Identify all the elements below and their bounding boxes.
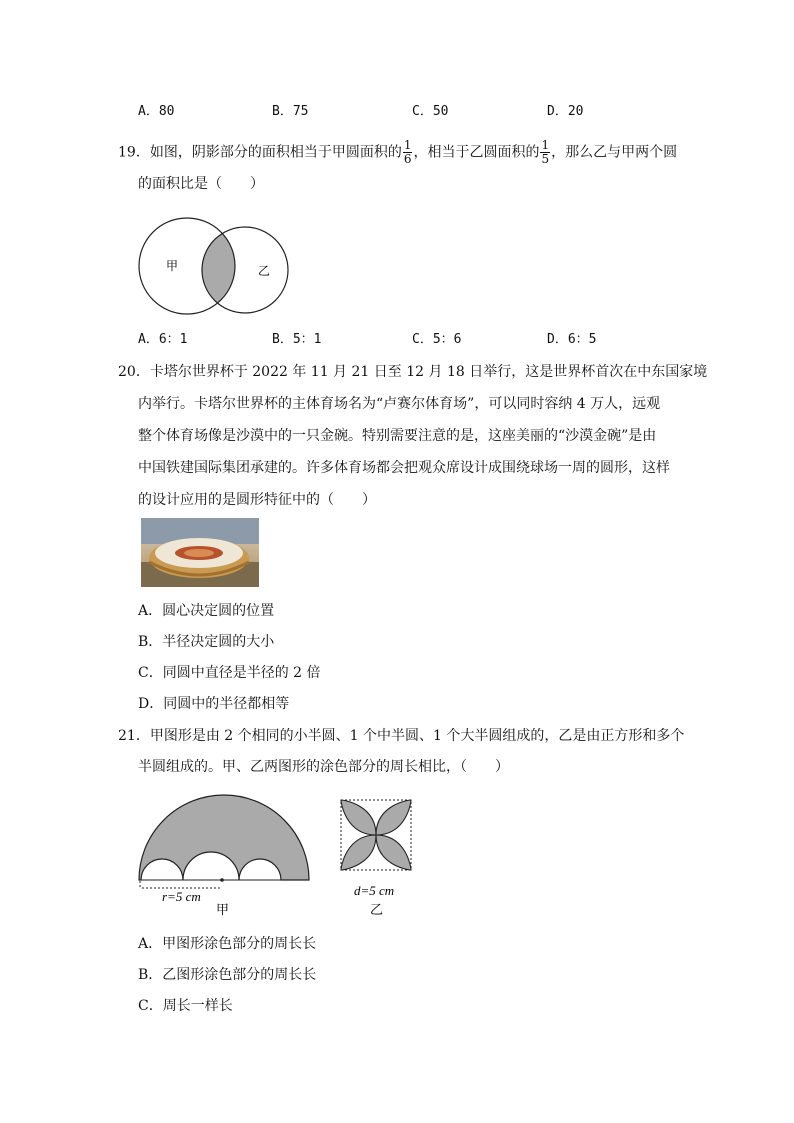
q19-frac1-den: 6 bbox=[403, 152, 412, 166]
q19-suffix: ，那么乙与甲两个圆 bbox=[551, 144, 678, 161]
q19-option-b: B．5：1 bbox=[272, 332, 322, 347]
circle-jia-label: 甲 bbox=[166, 259, 179, 273]
q20-option-b: B．半径决定圆的大小 bbox=[138, 634, 275, 650]
q19-option-d: D．6：5 bbox=[547, 332, 597, 347]
stadium-photo bbox=[141, 518, 259, 587]
q20-text-line5: 的设计应用的是圆形特征中的（ ） bbox=[138, 492, 376, 508]
q19-fraction-1 bbox=[403, 139, 413, 166]
q20-option-a: A．圆心决定圆的位置 bbox=[138, 603, 275, 619]
venn-diagram-figure bbox=[130, 218, 300, 322]
center-dot bbox=[220, 878, 224, 882]
q19-prefix: 19．如图，阴影部分的面积相当于甲圆面积的 bbox=[118, 144, 402, 161]
q19-question-line1 bbox=[118, 139, 677, 166]
q20-text-line2: 内举行。卡塔尔世界杯的主体育场名为“卢赛尔体育场”，可以同时容纳 4 万人，远观 bbox=[138, 396, 661, 412]
q18-option-d: D．20 bbox=[547, 104, 584, 119]
figure-jia-dimension: r=5 cm bbox=[162, 889, 201, 904]
q18-option-a: A．80 bbox=[138, 104, 175, 119]
q19-question-line2: 的面积比是（ ） bbox=[138, 176, 264, 192]
q21-text-line1: 21．甲图形是由 2 个相同的小半圆、1 个中半圆、1 个大半圆组成的，乙是由正方形和多个 bbox=[118, 728, 685, 744]
figure-yi-caption: 乙 bbox=[370, 903, 384, 918]
q20-option-d: D．同圆中的半径都相等 bbox=[138, 696, 290, 712]
q18-option-b: B．75 bbox=[272, 104, 309, 119]
q19-frac1-num: 1 bbox=[403, 138, 412, 152]
q20-text-line1: 20．卡塔尔世界杯于 2022 年 11 月 21 日至 12 月 18 日举行，这是世界杯首次在中东国家境 bbox=[118, 364, 708, 380]
figure-jia-caption: 甲 bbox=[216, 903, 230, 918]
circle-yi-label: 乙 bbox=[258, 264, 271, 278]
q19-option-a: A．6：1 bbox=[138, 332, 188, 347]
petal-top-right bbox=[376, 800, 411, 835]
q19-fraction-2 bbox=[540, 139, 550, 166]
figure-jia bbox=[134, 790, 314, 920]
q19-middle: ，相当于乙圆面积的 bbox=[413, 144, 540, 161]
figure-yi bbox=[336, 795, 420, 920]
q20-option-c: C．同圆中直径是半径的 2 倍 bbox=[138, 665, 321, 681]
shaded-semicircle-region bbox=[139, 795, 309, 880]
radius-marker bbox=[140, 881, 222, 888]
q20-text-line4: 中国铁建国际集团承建的。许多体育场都会把观众席设计成围绕球场一周的圆形，这样 bbox=[138, 460, 670, 476]
petal-top-left bbox=[341, 800, 376, 835]
q19-frac2-num: 1 bbox=[541, 138, 550, 152]
q19-option-c: C．5：6 bbox=[412, 332, 462, 347]
q21-option-a: A．甲图形涂色部分的周长长 bbox=[138, 936, 317, 952]
q18-option-c: C．50 bbox=[412, 104, 449, 119]
q19-frac2-den: 5 bbox=[541, 152, 550, 166]
petal-bottom-left bbox=[341, 835, 376, 870]
q21-option-c: C．周长一样长 bbox=[138, 998, 233, 1014]
figure-yi-dimension: d=5 cm bbox=[354, 883, 395, 898]
q21-text-line2: 半圆组成的。甲、乙两图形的涂色部分的周长相比，（ ） bbox=[138, 759, 509, 775]
q21-option-b: B．乙图形涂色部分的周长长 bbox=[138, 967, 317, 983]
petal-bottom-right bbox=[376, 835, 411, 870]
q20-text-line3: 整个体育场像是沙漠中的一只金碗。特别需要注意的是，这座美丽的“沙漠金碗”是由 bbox=[138, 428, 657, 444]
